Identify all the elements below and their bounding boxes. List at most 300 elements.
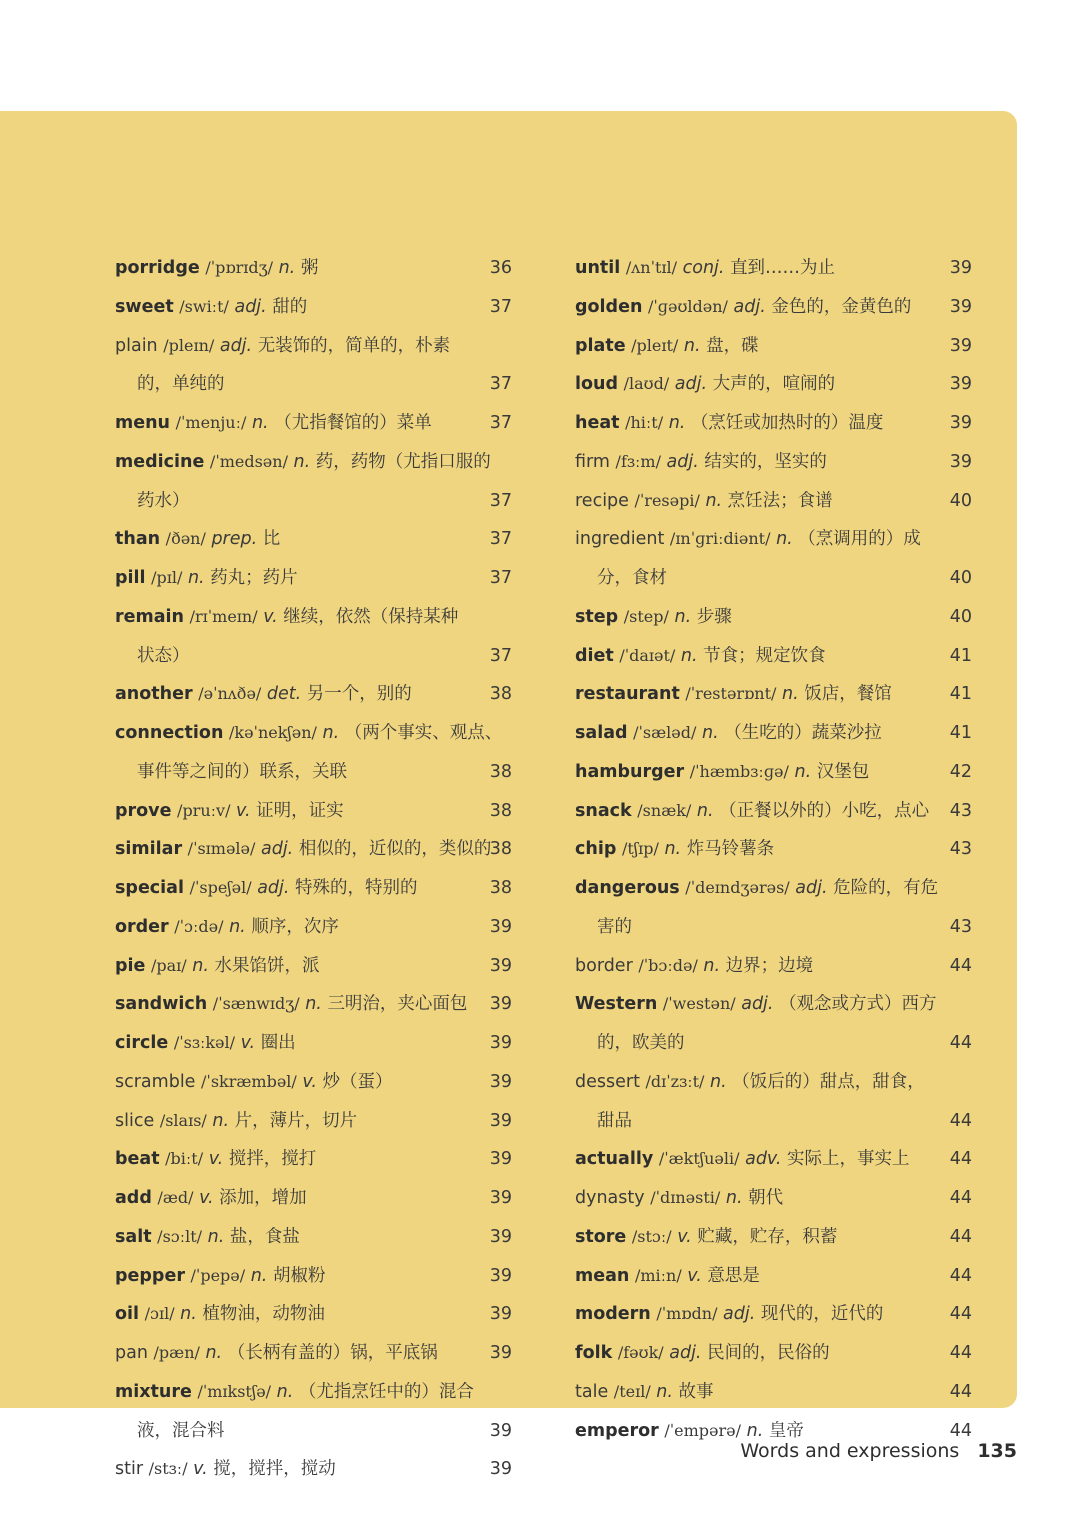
entry-pronunciation: /ˈwestən/ <box>662 994 736 1014</box>
entry-definition: 实际上，事实上 <box>787 1149 910 1170</box>
entry-pronunciation: /ˈmɪkstʃə/ <box>197 1381 272 1401</box>
vocab-entry <box>115 947 512 986</box>
entry-unit-number: 39 <box>949 451 972 472</box>
entry-part-of-speech: adj. <box>219 335 253 356</box>
entry-pronunciation: /ˈsænwɪdʒ/ <box>212 994 300 1014</box>
entry-pronunciation: /ˈmɒdn/ <box>656 1304 718 1324</box>
entry-unit-number: 43 <box>949 839 972 860</box>
entry-definition: 水果馅饼，派 <box>214 955 320 976</box>
entry-part-of-speech: n. <box>192 955 209 976</box>
entry-unit-number: 39 <box>489 1265 512 1286</box>
vocab-entry <box>575 1179 972 1218</box>
vocab-entry <box>115 1295 512 1334</box>
entry-part-of-speech: adv. <box>745 1149 782 1170</box>
entry-definition: 边界；边境 <box>725 955 814 976</box>
entry-pronunciation: /stɜː/ <box>148 1459 188 1479</box>
vocab-entry <box>115 869 512 908</box>
entry-continuation <box>575 1102 972 1141</box>
vocab-entry <box>575 753 972 792</box>
entry-pronunciation: /dɪˈzɜːt/ <box>645 1071 705 1091</box>
entry-part-of-speech: n. <box>776 529 793 550</box>
entry-pronunciation: /hiːt/ <box>625 413 664 432</box>
entry-unit-number: 39 <box>949 335 972 356</box>
vocab-entry <box>115 249 512 288</box>
entry-pronunciation: /ˈrestərɒnt/ <box>685 684 777 704</box>
entry-pronunciation: /ˈskræmbəl/ <box>201 1071 297 1091</box>
entry-continuation <box>575 908 972 947</box>
entry-unit-number: 44 <box>949 1381 972 1402</box>
entry-headword: scramble <box>115 1071 196 1092</box>
entry-definition: 金色的，金黄色的 <box>771 296 912 317</box>
entry-definition: 特殊的，特别的 <box>295 878 418 898</box>
entry-definition: （尤指餐馆的）菜单 <box>274 413 432 433</box>
vocab-entry <box>575 365 972 404</box>
vocab-entry <box>115 792 512 831</box>
entry-part-of-speech: n. <box>782 684 799 705</box>
entry-unit-number: 44 <box>949 1149 972 1170</box>
entry-definition: 的，欧美的 <box>597 1033 685 1053</box>
entry-part-of-speech: n. <box>293 451 311 472</box>
entry-headword: hamburger <box>575 761 685 782</box>
entry-continuation <box>115 637 512 676</box>
entry-part-of-speech: n. <box>207 1226 225 1247</box>
entry-unit-number: 38 <box>489 839 512 860</box>
entry-part-of-speech: v. <box>263 606 278 627</box>
entry-part-of-speech: adj. <box>674 374 708 395</box>
vocab-entry <box>115 1373 512 1412</box>
entry-part-of-speech: v. <box>199 1188 214 1208</box>
entry-unit-number: 40 <box>949 490 972 511</box>
entry-part-of-speech: n. <box>680 645 698 666</box>
entry-pronunciation: /ˈpɒrɪdʒ/ <box>205 258 274 277</box>
entry-headword: beat <box>115 1149 160 1170</box>
entry-unit-number: 41 <box>949 684 972 705</box>
entry-unit-number: 39 <box>489 1459 512 1480</box>
entry-definition: 三明治，夹心面包 <box>327 994 468 1015</box>
entry-unit-number: 39 <box>489 1033 512 1053</box>
entry-headword: Western <box>575 994 658 1015</box>
entry-definition: 节食；规定饮食 <box>703 645 826 666</box>
entry-part-of-speech: n. <box>180 1304 197 1325</box>
entry-definition: 意思是 <box>707 1265 760 1286</box>
entry-pronunciation: /ˈpepə/ <box>190 1265 246 1285</box>
right-column <box>575 249 972 1450</box>
vocab-entry <box>575 443 972 482</box>
entry-definition: 另一个，别的 <box>306 684 412 705</box>
entry-headword: add <box>115 1188 152 1208</box>
entry-pronunciation: /fɜːm/ <box>615 451 661 471</box>
entry-part-of-speech: v. <box>236 800 251 821</box>
entry-part-of-speech: v. <box>193 1459 208 1480</box>
entry-part-of-speech: v. <box>240 1033 256 1053</box>
entry-definition: 粥 <box>300 258 319 278</box>
entry-definition: 搅，搅拌，搅动 <box>213 1459 336 1480</box>
entry-definition: 盐，食盐 <box>229 1226 300 1247</box>
entry-part-of-speech: adj. <box>723 1304 756 1325</box>
vocab-entry <box>575 327 972 366</box>
entry-part-of-speech: n. <box>656 1381 673 1402</box>
entry-pronunciation: /ɔɪl/ <box>144 1304 175 1324</box>
entry-definition: 证明，证实 <box>256 800 344 821</box>
vocab-entry <box>115 1218 512 1257</box>
entry-definition: （烹调用的）成 <box>798 529 921 550</box>
entry-pronunciation: /ˈspeʃəl/ <box>189 878 252 897</box>
left-column <box>115 249 512 1489</box>
entry-unit-number: 38 <box>489 761 512 782</box>
entry-pronunciation: /ˈsɜːkəl/ <box>173 1033 236 1052</box>
entry-pronunciation: /laʊd/ <box>623 374 670 394</box>
entry-definition: 结实的，坚实的 <box>704 451 827 472</box>
entry-unit-number: 43 <box>949 916 972 937</box>
entry-definition: 药水） <box>137 490 190 511</box>
entry-headword: oil <box>115 1304 140 1325</box>
entry-headword: diet <box>575 645 614 666</box>
vocab-entry <box>575 598 972 637</box>
entry-headword: until <box>575 258 621 278</box>
entry-definition: 的，单纯的 <box>137 374 225 395</box>
entry-pronunciation: /ˈbɔːdə/ <box>638 955 698 975</box>
vocab-entry <box>115 1102 512 1141</box>
entry-part-of-speech: n. <box>250 1265 268 1286</box>
entry-definition: 大声的，喧闹的 <box>712 374 836 395</box>
entry-headword: sandwich <box>115 994 208 1015</box>
vocab-entry <box>575 1140 972 1179</box>
entry-pronunciation: /æd/ <box>157 1188 194 1207</box>
entry-part-of-speech: n. <box>701 723 719 743</box>
vocab-entry <box>575 1295 972 1334</box>
entry-definition: 危险的，有危 <box>833 878 939 898</box>
entry-definition: 贮藏，贮存，积蓄 <box>697 1226 838 1247</box>
entry-headword: medicine <box>115 451 205 472</box>
entry-unit-number: 39 <box>489 1304 512 1325</box>
entry-headword: than <box>115 529 161 550</box>
entry-unit-number: 44 <box>949 1033 972 1053</box>
entry-definition: 害的 <box>597 916 632 937</box>
entry-definition: 甜的 <box>272 296 308 317</box>
entry-part-of-speech: n. <box>710 1071 727 1092</box>
entry-pronunciation: /pleɪt/ <box>631 335 679 355</box>
page-number: 135 <box>977 1440 1017 1462</box>
entry-headword: modern <box>575 1304 651 1325</box>
entry-unit-number: 39 <box>489 1188 512 1208</box>
entry-pronunciation: /ʌnˈtɪl/ <box>625 258 678 277</box>
entry-definition: 比 <box>262 529 281 550</box>
entry-headword: mean <box>575 1265 630 1286</box>
entry-definition: 皇帝 <box>768 1420 804 1441</box>
entry-unit-number: 37 <box>489 374 512 395</box>
page-footer <box>740 1440 1017 1462</box>
entry-part-of-speech: v. <box>687 1265 702 1286</box>
entry-unit-number: 44 <box>949 1343 972 1363</box>
entry-unit-number: 37 <box>489 413 512 433</box>
entry-pronunciation: /əˈnʌðə/ <box>198 684 262 704</box>
entry-part-of-speech: n. <box>229 916 246 937</box>
vocab-entry <box>575 1063 972 1102</box>
entry-headword: order <box>115 916 169 937</box>
entry-part-of-speech: n. <box>187 568 205 588</box>
entry-part-of-speech: adj. <box>234 296 267 317</box>
vocab-entry <box>115 404 512 443</box>
entry-headword: another <box>115 684 193 705</box>
entry-continuation <box>115 753 512 792</box>
entry-part-of-speech: n. <box>696 800 714 821</box>
vocab-entry <box>115 520 512 559</box>
vocab-entry <box>115 675 512 714</box>
entry-headword: prove <box>115 800 172 821</box>
entry-headword: circle <box>115 1033 169 1053</box>
entry-part-of-speech: n. <box>668 413 686 433</box>
entry-unit-number: 39 <box>489 955 512 976</box>
entry-unit-number: 44 <box>949 1226 972 1247</box>
entry-part-of-speech: adj. <box>257 878 290 898</box>
entry-headword: step <box>575 606 619 627</box>
entry-headword: pan <box>115 1343 148 1363</box>
entry-part-of-speech: adj. <box>733 296 766 317</box>
entry-definition: 现代的，近代的 <box>760 1304 884 1325</box>
entry-unit-number: 37 <box>489 529 512 550</box>
entry-unit-number: 39 <box>489 1226 512 1247</box>
vocab-entry <box>115 908 512 947</box>
entry-definition: （观念或方式）西方 <box>779 994 937 1015</box>
entry-headword: pie <box>115 955 146 976</box>
entry-unit-number: 40 <box>949 568 972 588</box>
entry-unit-number: 39 <box>489 916 512 937</box>
entry-headword: loud <box>575 374 619 395</box>
entry-pronunciation: /ˈɡəʊldən/ <box>647 296 728 316</box>
entry-headword: dangerous <box>575 878 680 898</box>
entry-unit-number: 39 <box>949 413 972 433</box>
entry-definition: 片，薄片，切片 <box>234 1110 358 1131</box>
entry-unit-number: 39 <box>489 994 512 1015</box>
entry-pronunciation: /slaɪs/ <box>159 1110 207 1130</box>
entry-headword: recipe <box>575 490 629 511</box>
vocab-entry <box>115 288 512 327</box>
entry-unit-number: 37 <box>489 645 512 666</box>
entry-part-of-speech: n. <box>322 723 340 743</box>
entry-pronunciation: /teɪl/ <box>613 1381 651 1401</box>
entry-definition: 相似的，近似的，类似的 <box>298 839 492 860</box>
entry-unit-number: 44 <box>949 1265 972 1286</box>
entry-headword: salad <box>575 723 628 743</box>
entry-unit-number: 39 <box>489 1343 512 1363</box>
vocab-entry <box>575 985 972 1024</box>
entry-definition: 植物油，动物油 <box>202 1304 325 1325</box>
vocab-entry <box>115 327 512 366</box>
entry-part-of-speech: adj. <box>666 451 699 472</box>
entry-part-of-speech: n. <box>683 335 701 356</box>
entry-definition: 步骤 <box>696 606 732 627</box>
vocab-entry <box>115 1179 512 1218</box>
entry-definition: 事件等之间的）联系，关联 <box>137 761 347 782</box>
entry-definition: 搅拌，搅打 <box>228 1149 317 1170</box>
vocab-entry <box>575 482 972 521</box>
entry-part-of-speech: n. <box>305 994 322 1015</box>
entry-definition: 汉堡包 <box>816 761 870 782</box>
entry-definition: 故事 <box>678 1381 714 1402</box>
entry-unit-number: 39 <box>489 1149 512 1170</box>
vocab-entry <box>575 288 972 327</box>
entry-definition: 炸马铃薯条 <box>686 839 775 860</box>
entry-pronunciation: /ˈhæmbɜːɡə/ <box>689 761 789 781</box>
entry-continuation <box>115 365 512 404</box>
entry-definition: 状态） <box>137 645 190 666</box>
vocab-entry <box>115 1334 512 1373</box>
entry-pronunciation: /ˈæktʃuəli/ <box>658 1149 740 1169</box>
vocab-entry <box>575 637 972 676</box>
entry-definition: （生吃的）蔬菜沙拉 <box>724 723 882 743</box>
entry-definition: 饭店，餐馆 <box>804 684 892 705</box>
entry-headword: golden <box>575 296 643 317</box>
entry-unit-number: 44 <box>949 1420 972 1441</box>
entry-part-of-speech: n. <box>705 490 723 511</box>
entry-part-of-speech: v. <box>208 1149 224 1170</box>
entry-pronunciation: /swiːt/ <box>179 296 229 316</box>
entry-pronunciation: /rɪˈmeɪn/ <box>189 606 258 626</box>
entry-unit-number: 38 <box>489 878 512 898</box>
entry-definition: （正餐以外的）小吃，点心 <box>719 800 930 821</box>
entry-headword: stir <box>115 1459 144 1480</box>
entry-part-of-speech: prep. <box>211 529 258 550</box>
entry-headword: restaurant <box>575 684 680 705</box>
entry-part-of-speech: n. <box>205 1343 223 1363</box>
entry-part-of-speech: n. <box>212 1110 230 1131</box>
entry-unit-number: 39 <box>489 1420 512 1441</box>
entry-part-of-speech: v. <box>677 1226 692 1247</box>
entry-part-of-speech: n. <box>251 413 269 433</box>
vocab-entry <box>575 869 972 908</box>
entry-part-of-speech: v. <box>302 1071 317 1092</box>
entry-definition: （饭后的）甜点，甜食， <box>732 1071 925 1092</box>
entry-headword: folk <box>575 1343 613 1363</box>
entry-pronunciation: /kəˈnekʃən/ <box>228 723 317 742</box>
entry-part-of-speech: adj. <box>795 878 828 898</box>
vocab-entry <box>575 714 972 753</box>
entry-definition: 甜品 <box>597 1110 632 1131</box>
entry-continuation <box>115 1412 512 1451</box>
entry-pronunciation: /ˈmenjuː/ <box>175 413 247 432</box>
entry-headword: dynasty <box>575 1188 645 1208</box>
entry-headword: ingredient <box>575 529 665 550</box>
entry-definition: 分，食材 <box>597 568 667 588</box>
vocab-entry <box>115 985 512 1024</box>
entry-headword: slice <box>115 1110 155 1131</box>
entry-pronunciation: /ðən/ <box>165 529 206 549</box>
vocab-entry <box>575 1373 972 1412</box>
entry-definition: 药丸；药片 <box>210 568 298 588</box>
entry-headword: mixture <box>115 1381 192 1402</box>
vocab-entry <box>575 792 972 831</box>
entry-pronunciation: /pleɪn/ <box>163 335 215 355</box>
entry-definition: （尤指烹饪中的）混合 <box>298 1381 474 1402</box>
vocab-entry <box>575 1218 972 1257</box>
entry-headword: similar <box>115 839 183 860</box>
entry-pronunciation: /miːn/ <box>634 1265 682 1285</box>
entry-unit-number: 38 <box>489 684 512 705</box>
entry-pronunciation: /pruːv/ <box>177 800 231 820</box>
entry-definition: 烹饪法；食谱 <box>727 490 833 511</box>
entry-unit-number: 44 <box>949 1304 972 1325</box>
entry-headword: salt <box>115 1226 152 1247</box>
entry-unit-number: 37 <box>489 568 512 588</box>
entry-headword: dessert <box>575 1071 640 1092</box>
entry-part-of-speech: n. <box>746 1420 764 1441</box>
vocab-entry <box>575 947 972 986</box>
entry-pronunciation: /pɪl/ <box>151 568 183 587</box>
entry-pronunciation: /ˈɔːdə/ <box>174 916 224 936</box>
entry-definition: 民间的，民俗的 <box>707 1343 830 1363</box>
entry-headword: tale <box>575 1381 609 1402</box>
entry-continuation <box>575 1024 972 1063</box>
entry-part-of-speech: n. <box>664 839 682 860</box>
entry-definition: 继续，依然（保持某种 <box>283 606 459 627</box>
entry-unit-number: 37 <box>489 490 512 511</box>
entry-part-of-speech: adj. <box>260 839 294 860</box>
entry-pronunciation: /ˈmedsən/ <box>209 451 288 471</box>
entry-definition: 液，混合料 <box>137 1420 225 1441</box>
entry-part-of-speech: det. <box>266 684 302 705</box>
entry-unit-number: 36 <box>489 258 512 278</box>
vocab-entry <box>575 675 972 714</box>
vocab-entry <box>115 1450 512 1489</box>
entry-unit-number: 39 <box>489 1110 512 1131</box>
entry-headword: plate <box>575 335 626 356</box>
entry-definition: 炒（蛋） <box>322 1071 393 1092</box>
entry-unit-number: 40 <box>949 606 972 627</box>
entry-definition: 盘，碟 <box>706 335 759 356</box>
entry-part-of-speech: adj. <box>669 1343 702 1363</box>
vocab-entry <box>115 830 512 869</box>
entry-unit-number: 43 <box>949 800 972 821</box>
footer-section-title: Words and expressions <box>740 1440 960 1462</box>
entry-definition: （两个事实、观点、 <box>344 723 503 743</box>
entry-definition: 顺序，次序 <box>251 916 339 937</box>
vocab-entry <box>575 404 972 443</box>
entry-unit-number: 37 <box>489 296 512 317</box>
entry-pronunciation: /pæn/ <box>153 1343 200 1362</box>
entry-headword: pill <box>115 568 146 588</box>
vocab-entry <box>575 520 972 559</box>
vocab-entry <box>115 1257 512 1296</box>
vocab-entry <box>115 1063 512 1102</box>
vocab-entry <box>115 1140 512 1179</box>
entry-unit-number: 41 <box>949 645 972 666</box>
entry-part-of-speech: n. <box>276 1381 294 1402</box>
entry-headword: connection <box>115 723 224 743</box>
entry-pronunciation: /fəʊk/ <box>617 1343 664 1362</box>
entry-headword: porridge <box>115 258 200 278</box>
entry-unit-number: 39 <box>949 258 972 278</box>
entry-pronunciation: /tʃɪp/ <box>621 839 659 859</box>
entry-part-of-speech: n. <box>674 606 692 627</box>
entry-unit-number: 44 <box>949 955 972 976</box>
entry-pronunciation: /step/ <box>623 606 669 626</box>
entry-pronunciation: /ˈdɪnəsti/ <box>650 1188 721 1207</box>
entry-unit-number: 41 <box>949 723 972 743</box>
vocab-entry <box>115 1024 512 1063</box>
entry-definition: 直到……为止 <box>730 258 836 278</box>
entry-pronunciation: /ˈsɪmələ/ <box>187 839 256 859</box>
vocab-entry <box>575 1334 972 1373</box>
entry-headword: chip <box>575 839 617 860</box>
entry-headword: menu <box>115 413 171 433</box>
entry-pronunciation: /ˈdeɪndʒərəs/ <box>685 878 790 897</box>
entry-headword: border <box>575 955 633 976</box>
vocab-entry <box>115 598 512 637</box>
entry-unit-number: 38 <box>489 800 512 821</box>
entry-part-of-speech: n. <box>725 1188 743 1208</box>
entry-part-of-speech: conj. <box>682 258 725 278</box>
entry-definition: （烹饪或加热时的）温度 <box>690 413 884 433</box>
